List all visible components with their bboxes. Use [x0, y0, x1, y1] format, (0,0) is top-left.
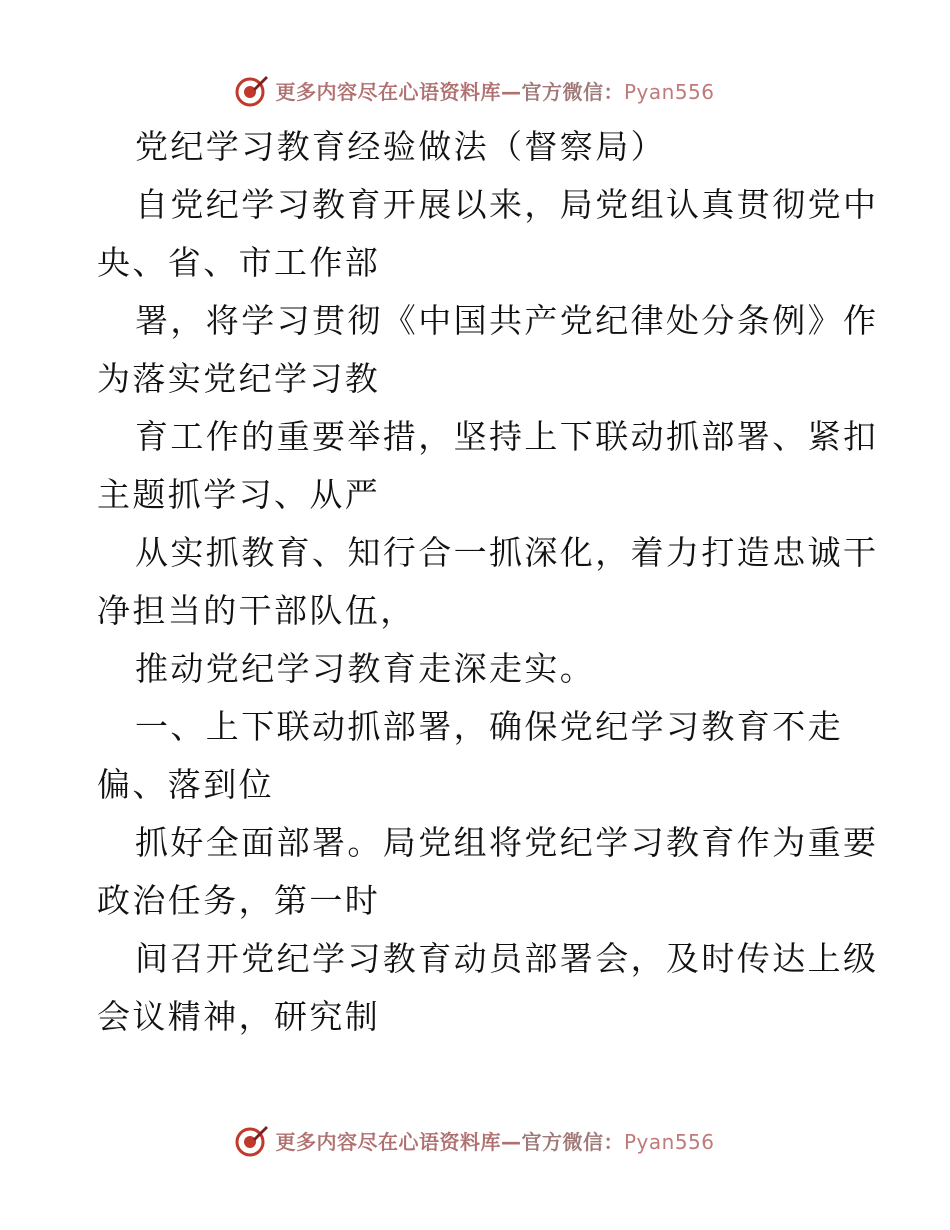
pen-logo-icon: [235, 1123, 269, 1157]
watermark-text: 更多内容尽在心语资料库—官方微信：Pyan556: [275, 1129, 715, 1154]
section-heading-continued: 偏、落到位: [97, 765, 274, 804]
section-heading: 一、上下联动抓部署，确保党纪学习教育不走: [135, 707, 843, 746]
paragraph-line: 会议精神，研究制: [97, 997, 381, 1036]
paragraph-line: 推动党纪学习教育走深走实。: [135, 649, 596, 688]
paragraph-line: 署，将学习贯彻《中国共产党纪律处分条例》作: [135, 301, 879, 340]
paragraph-line: 自党纪学习教育开展以来，局党组认真贯彻党中: [135, 185, 879, 224]
document-title: 党纪学习教育经验做法（督察局）: [135, 127, 666, 166]
paragraph-line: 抓好全面部署。局党组将党纪学习教育作为重要: [135, 823, 879, 862]
paragraph-line: 央、省、市工作部: [97, 243, 381, 282]
paragraph-line: 政治任务，第一时: [97, 881, 381, 920]
document-body: [97, 118, 879, 1046]
pen-logo-icon: [235, 73, 269, 107]
watermark-footer: [0, 1120, 950, 1160]
watermark-text: 更多内容尽在心语资料库—官方微信：Pyan556: [275, 79, 715, 104]
paragraph-line: 主题抓学习、从严: [97, 475, 381, 514]
paragraph-line: 从实抓教育、知行合一抓深化，着力打造忠诚干: [135, 533, 879, 572]
paragraph-line: 净担当的干部队伍，: [97, 591, 416, 630]
watermark-header: [0, 70, 950, 110]
paragraph-line: 间召开党纪学习教育动员部署会，及时传达上级: [135, 939, 879, 978]
paragraph-line: 为落实党纪学习教: [97, 359, 381, 398]
paragraph-line: 育工作的重要举措，坚持上下联动抓部署、紧扣: [135, 417, 879, 456]
